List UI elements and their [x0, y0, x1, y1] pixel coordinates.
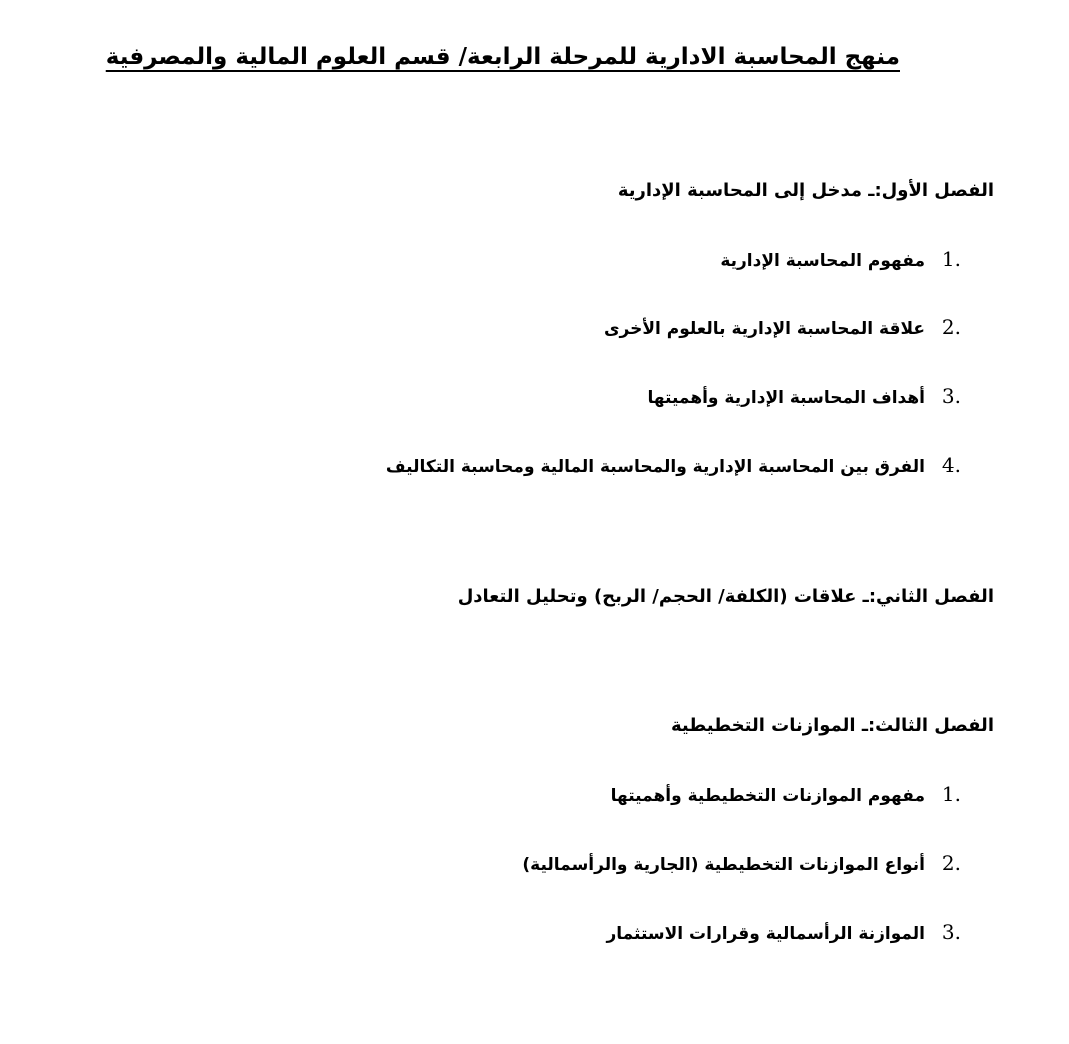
- item-text: مفهوم الموازنات التخطيطية وأهميتها: [610, 786, 925, 806]
- item-text: الفرق بين المحاسبة الإدارية والمحاسبة المالية ومحاسبة التكاليف: [385, 457, 925, 477]
- item-number: 2.: [941, 851, 961, 875]
- chapter-3-item-2: [522, 851, 961, 875]
- item-text: مفهوم المحاسبة الإدارية: [720, 251, 925, 271]
- document-title: منهج المحاسبة الادارية للمرحلة الرابعة/ قسم العلوم المالية والمصرفية: [105, 44, 900, 70]
- item-number: 1.: [941, 782, 961, 806]
- item-number: 4.: [941, 453, 961, 477]
- chapter-3-heading: الفصل الثالث:ـ الموازنات التخطيطية: [670, 715, 994, 736]
- item-number: 3.: [941, 920, 961, 944]
- item-number: 1.: [941, 247, 961, 271]
- item-text: علاقة المحاسبة الإدارية بالعلوم الأخرى: [603, 319, 925, 339]
- chapter-2-heading: الفصل الثاني:ـ علاقات (الكلفة/ الحجم/ الربح) وتحليل التعادل: [457, 586, 994, 607]
- chapter-3-item-1: [611, 782, 961, 806]
- chapter-3-item-3: [606, 920, 961, 944]
- chapter-1-item-1: [720, 247, 961, 271]
- item-number: 2.: [941, 315, 961, 339]
- chapter-1-item-2: [604, 315, 961, 339]
- item-text: أنواع الموازنات التخطيطية (الجارية والرأسمالية): [522, 855, 925, 875]
- chapter-1-item-4: [386, 453, 961, 477]
- chapter-1-item-3: [647, 384, 961, 408]
- chapter-1-heading: الفصل الأول:ـ مدخل إلى المحاسبة الإدارية: [617, 180, 994, 201]
- item-number: 3.: [941, 384, 961, 408]
- item-text: الموازنة الرأسمالية وقرارات الاستثمار: [606, 924, 925, 944]
- item-text: أهداف المحاسبة الإدارية وأهميتها: [647, 388, 925, 408]
